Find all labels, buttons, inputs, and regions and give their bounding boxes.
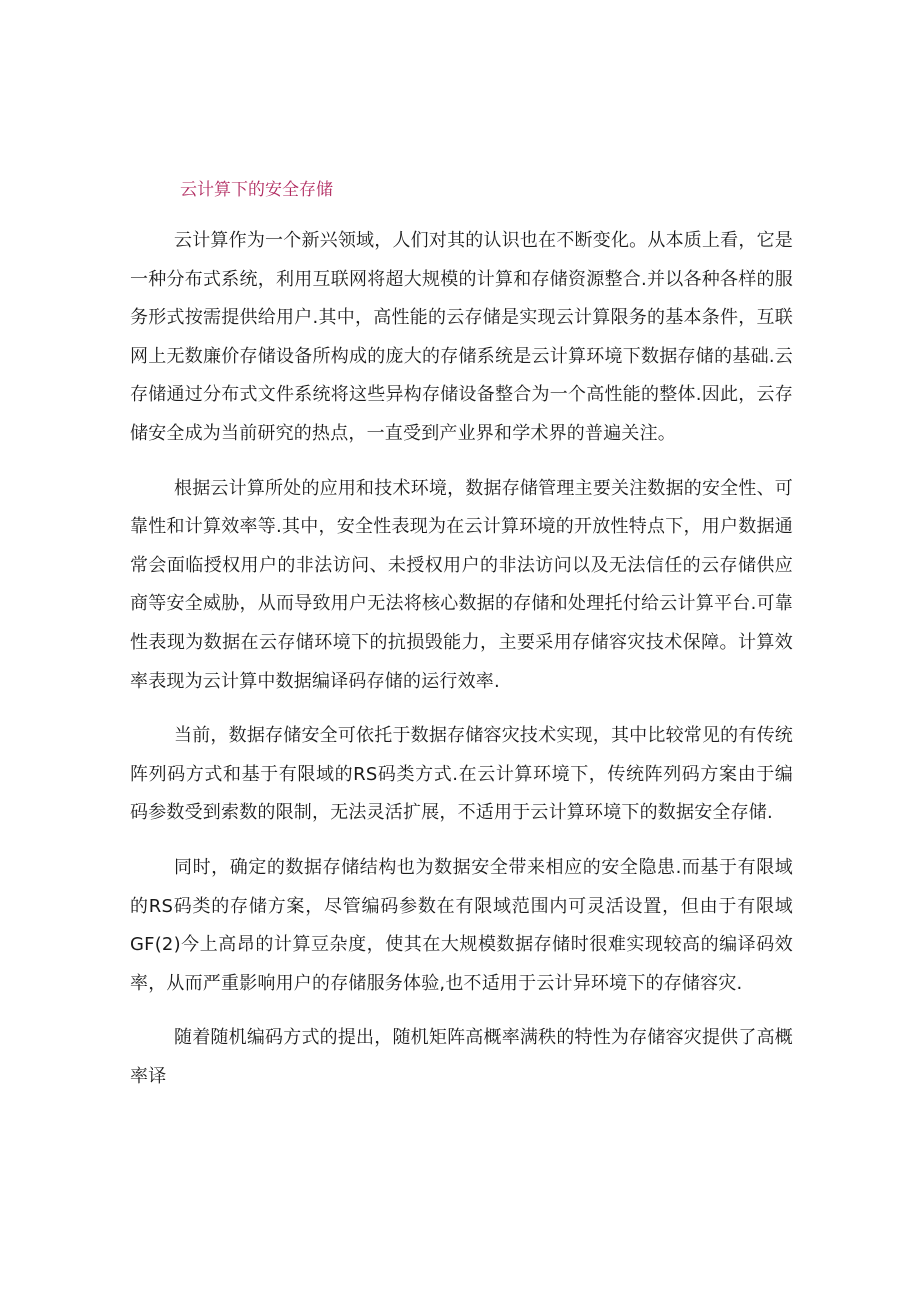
paragraph-1: 云计算作为一个新兴领域，人们对其的认识也在不断变化。从本质上看，它是一种分布式系统，利用互联网将超大规模的计算和存储资源整合.并以各种各样的服务形式按需提供给用户.其中，高性能的云存储是实现云计算限务的基本条件，互联网上无数廉价存储设备所构成的庞大的存储系统是云计算环境下数据存储的基础.云存储通过分布式文件系统将这些异构存储设备整合为一个高性能的整体.因此，云存储安全成为当前研究的热点，一直受到产业界和学术界的普遍关注。 xyxy=(130,230,793,444)
document-body xyxy=(130,222,793,1112)
paragraph-2: 根据云计算所处的应用和技术环境，数据存储管理主要关注数据的安全性、可靠性和计算效率等.其中，安全性表现为在云计算环境的开放性特点下，用户数据通常会面临授权用户的非法访问、未授权用户的非法访问以及无法信任的云存储供应商等安全威胁，从而导致用户无法将核心数据的存储和处理托付给云计算平台.可靠性表现为数据在云存储环境下的抗损毁能力，主要采用存储容灾技术保障。计算效率表现为云计算中数据编译码存储的运行效率. xyxy=(130,477,793,692)
paragraph-3: 当前，数据存储安全可依托于数据存储容灾技术实现，其中比较常见的有传统阵列码方式和基于有限域的RS码类方式.在云计算环境下，传统阵列码方案由于编码参数受到索数的限制，无法灵活扩展，不适用于云计算环境下的数据安全存储. xyxy=(130,725,793,824)
paragraph-5: 随着随机编码方式的提出，随机矩阵高概率满秩的特性为存储容灾提供了高概率译 xyxy=(130,1027,793,1087)
document-title: 云计算下的安全存储 xyxy=(180,180,333,200)
paragraph-4: 同时，确定的数据存储结构也为数据安全带来相应的安全隐患.而基于有限域的RS码类的存储方案，尽管编码参数在有限域范围内可灵活设置，但由于有限域GF(2)今上高昂的计算豆杂度，使其在大规模数据存储时很难实现较高的编译码效率，从而严重影响用户的存储服务体验,也不适用于云计异环境下的存储容灾. xyxy=(130,856,793,994)
